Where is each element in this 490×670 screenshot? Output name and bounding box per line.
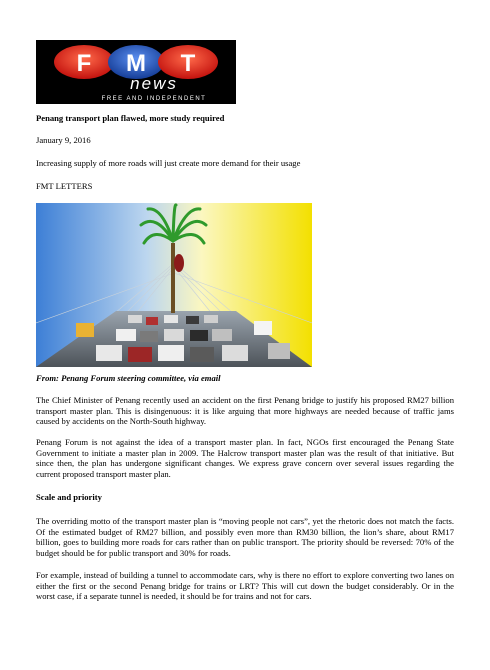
article-subtitle: Increasing supply of more roads will just create more demand for their usage: [36, 158, 301, 168]
traffic-photo: [36, 203, 312, 367]
article-byline: FMT LETTERS: [36, 181, 93, 191]
logo-letter-f: F: [76, 50, 92, 77]
article-caption: From: Penang Forum steering committee, via email: [36, 373, 221, 383]
logo-word: news: [130, 74, 178, 93]
paragraph-4: For example, instead of building a tunnel to accommodate cars, why is there no effort to explore converting two lanes on either the first or the second Penang bridge for trains or LRT? This will cut down the budget considerably. Or in the worst case, if a separate tunnel is needed, it should be for trains and not for cars.: [36, 570, 454, 602]
paragraph-3: The overriding motto of the transport master plan is “moving people not cars”, yet the rhetoric does not match the facts. Of the estimated budget of RM27 billion, and possibly even more than RM30 billion, the lion’s share, about RM17 billion, goes to building more roads for cars rather than on public transport. The priority should be reversed: 70% of the budget should be for public transport and 30% for roads.: [36, 516, 454, 558]
fmt-news-logo: [36, 40, 236, 104]
paragraph-1: The Chief Minister of Penang recently used an accident on the first Penang bridge to justify his proposed RM27 billion transport master plan. This is disingenuous: it is like arguing that more highways are needed because of traffic jams caused by accidents on the North-South highway.: [36, 395, 454, 427]
logo-letter-m: M: [126, 50, 146, 77]
article-date: January 9, 2016: [36, 135, 91, 145]
logo-tagline: FREE AND INDEPENDENT: [101, 96, 207, 102]
logo-letter-t: T: [180, 50, 196, 77]
section-heading: Scale and priority: [36, 492, 102, 502]
paragraph-2: Penang Forum is not against the idea of a transport master plan. In fact, NGOs first encouraged the Penang State Government to initiate a master plan in 2009. The Halcrow transport master plan was the result of that initiative. But since then, the plan has undergone significant changes. We express grave concern over several issues regarding the current proposed transport master plan.: [36, 437, 454, 479]
article-title: Penang transport plan flawed, more study required: [36, 113, 225, 123]
